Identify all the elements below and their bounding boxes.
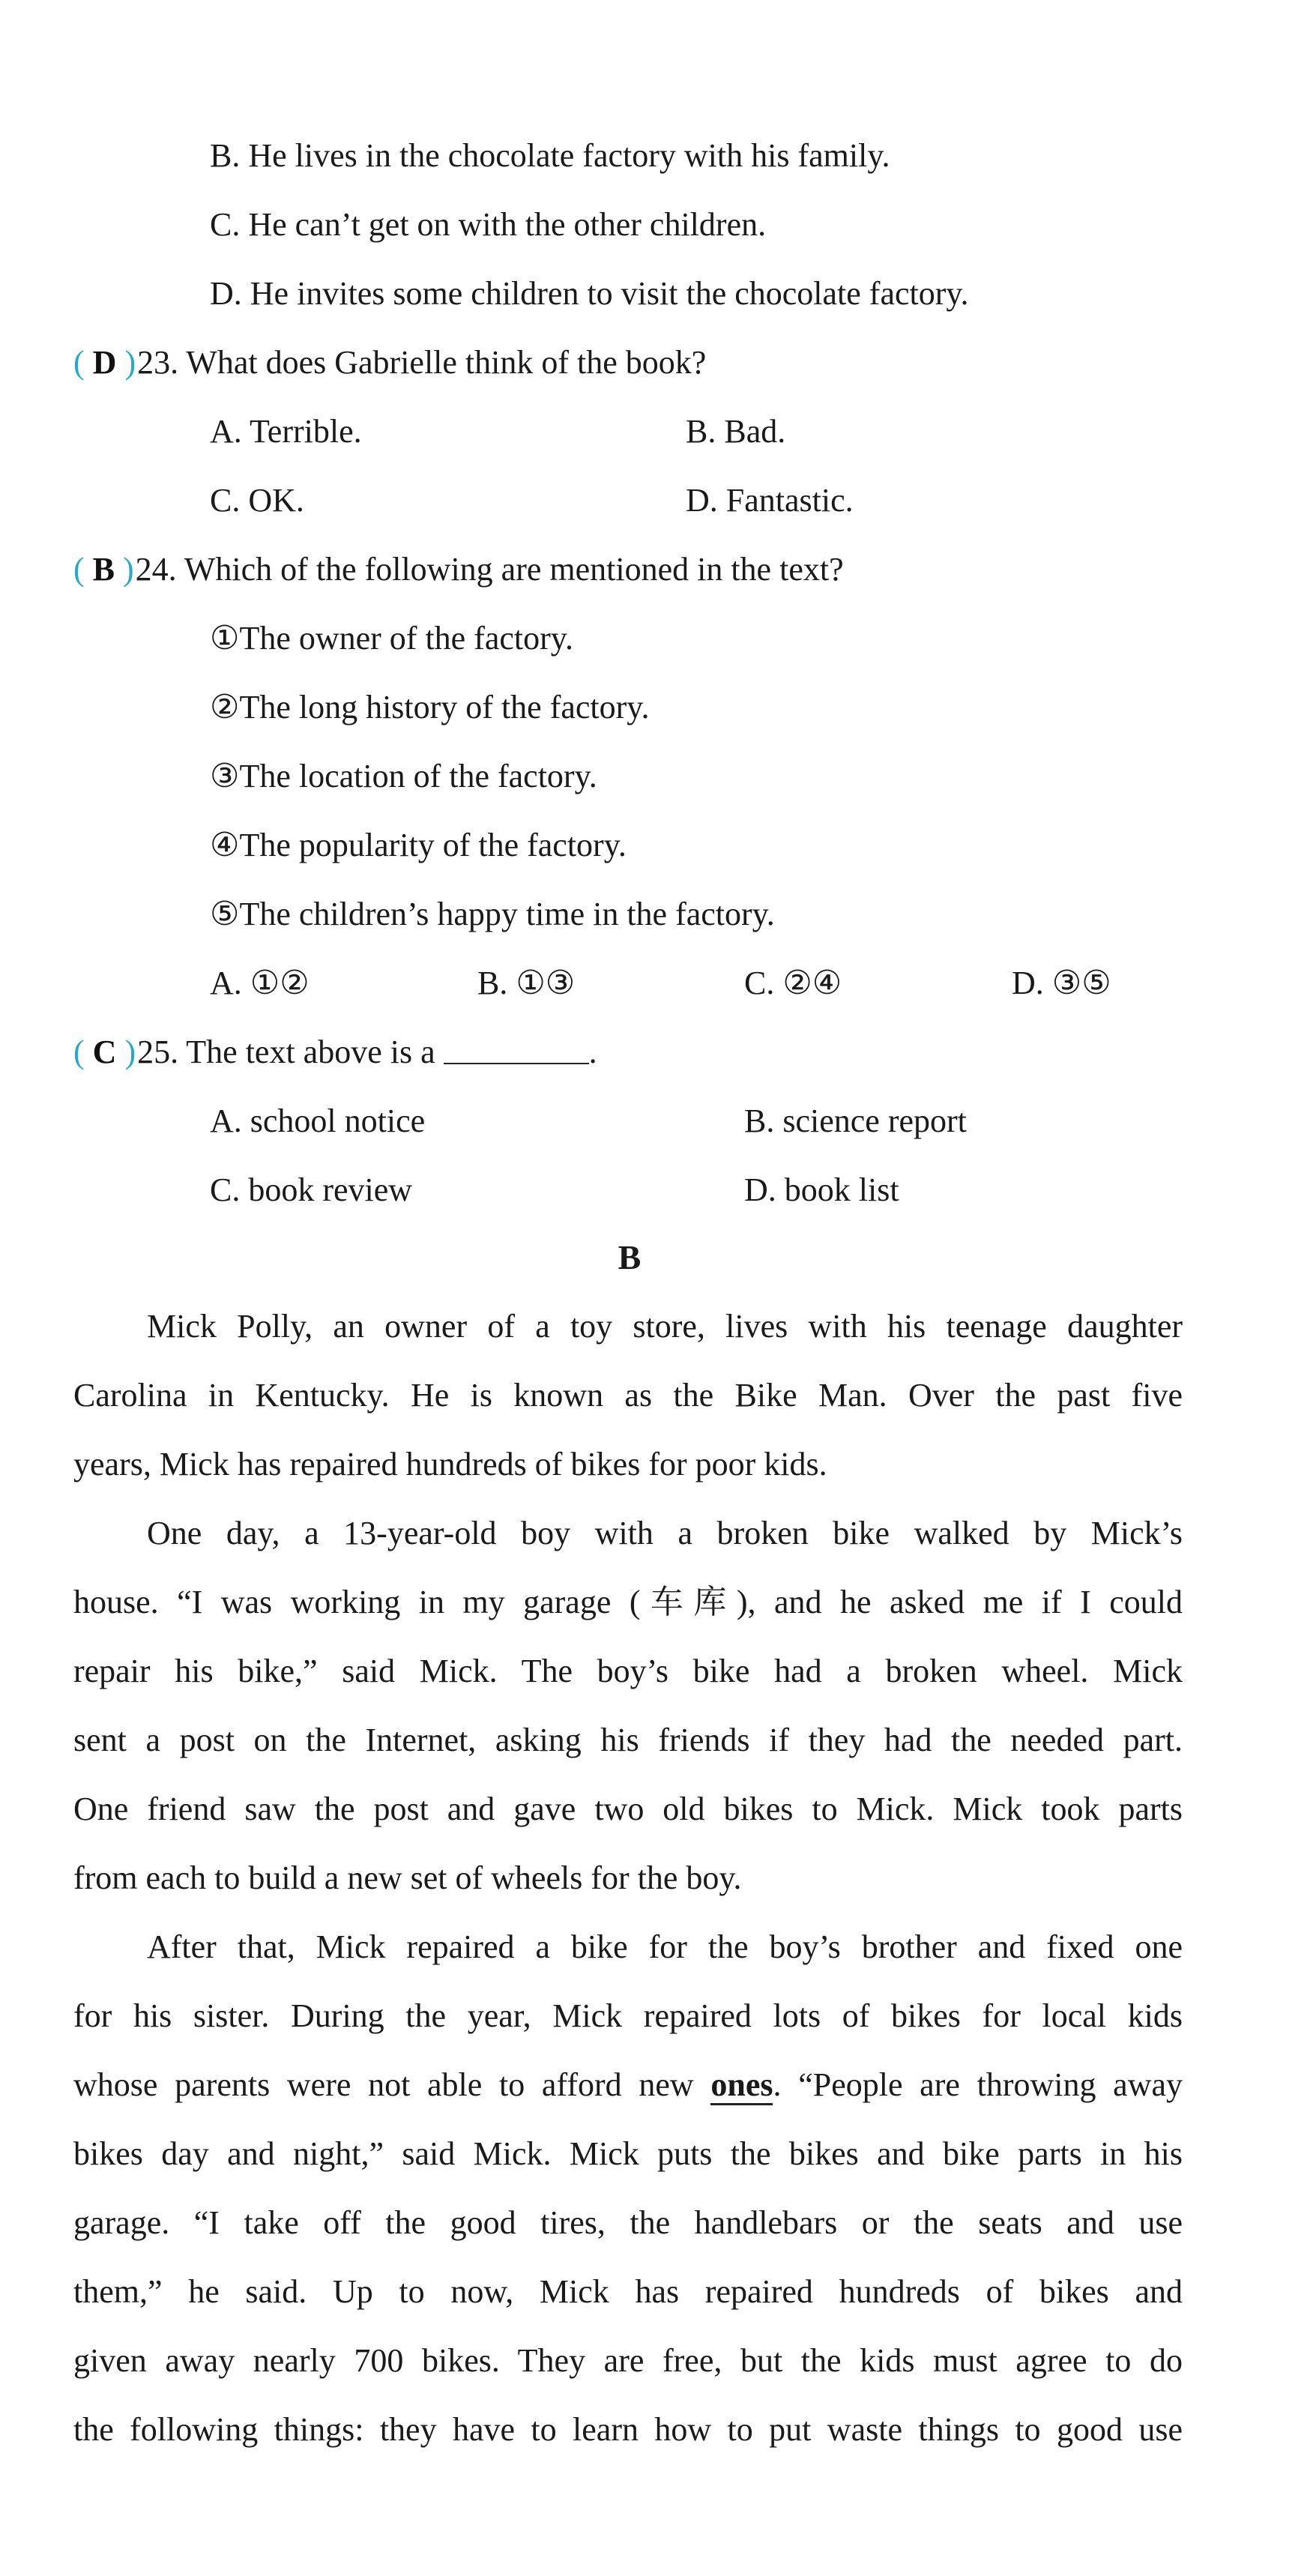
q23-option-a: A. Terrible. — [210, 413, 362, 450]
passage-line: years, Mick has repaired hundreds of bikes for poor kids. — [73, 1446, 827, 1482]
q24-stem — [73, 547, 844, 592]
passage-line: given away nearly 700 bikes. They are free, but the kids must agree to do — [73, 2342, 1183, 2379]
q24-option-c: C. ②④ — [744, 965, 842, 1001]
answer-paren-close: ) — [123, 551, 134, 588]
q24-option-d: D. ③⑤ — [1012, 965, 1111, 1001]
q23-stem — [73, 340, 706, 385]
section-heading: B — [618, 1238, 642, 1276]
q22-option-d: D. He invites some children to visit the chocolate factory. — [210, 275, 969, 312]
passage-line: house. “I was working in my garage (车库), and he asked me if I could — [73, 1584, 1183, 1620]
passage-line: One day, a 13-year-old boy with a broken bike walked by Mick’s — [147, 1515, 1183, 1551]
passage-line: One friend saw the post and gave two old bikes to Mick. Mick took parts — [73, 1791, 1183, 1827]
passage-line: them,” he said. Up to now, Mick has repaired hundreds of bikes and — [73, 2273, 1183, 2310]
q25-answer: C — [92, 1034, 117, 1070]
passage-line: bikes day and night,” said Mick. Mick puts the bikes and bike parts in his — [73, 2135, 1183, 2172]
q24-item: ⑤The children’s happy time in the factory. — [210, 896, 775, 932]
q25-option-b: B. science report — [744, 1103, 967, 1139]
passage-line: garage. “I take off the good tires, the handlebars or the seats and use — [73, 2204, 1183, 2241]
q24-answer: B — [92, 551, 115, 588]
q22-option-c: C. He can’t get on with the other children. — [210, 206, 767, 243]
q23-answer: D — [92, 344, 117, 381]
passage-text: . “People are throwing away — [773, 2066, 1183, 2103]
q25-end: . — [588, 1034, 597, 1070]
answer-paren-open: ( — [73, 344, 85, 381]
passage-line: the following things: they have to learn how to put waste things to good use — [73, 2411, 1183, 2448]
answer-paren-open: ( — [73, 1034, 85, 1070]
passage-line: repair his bike,” said Mick. The boy’s bike had a broken wheel. Mick — [73, 1653, 1183, 1689]
q24-item: ③The location of the factory. — [210, 758, 597, 794]
q24-item: ④The popularity of the factory. — [210, 827, 627, 863]
passage-line: After that, Mick repaired a bike for the boy’s brother and fixed one — [147, 1928, 1183, 1965]
answer-paren-close: ) — [124, 1034, 136, 1070]
underlined-word-ones: ones — [710, 2066, 773, 2105]
answer-paren-close: ) — [124, 344, 136, 381]
q23-option-b: B. Bad. — [686, 413, 786, 450]
q25-option-c: C. book review — [210, 1171, 413, 1208]
passage-line: for his sister. During the year, Mick repaired lots of bikes for local kids — [73, 1997, 1183, 2034]
answer-blank — [444, 1037, 589, 1064]
passage-line: from each to build a new set of wheels for the boy. — [73, 1859, 742, 1896]
q24-option-a: A. ①② — [210, 965, 310, 1001]
q23-option-c: C. OK. — [210, 482, 304, 519]
q23-text: 23. What does Gabrielle think of the book? — [137, 344, 707, 381]
passage-line — [73, 2063, 1183, 2108]
q24-option-b: B. ①③ — [477, 965, 576, 1001]
passage-line: sent a post on the Internet, asking his friends if they had the needed part. — [73, 1722, 1183, 1758]
passage-line: Mick Polly, an owner of a toy store, lives with his teenage daughter — [147, 1308, 1183, 1345]
q24-item: ①The owner of the factory. — [210, 620, 573, 657]
q25-stem — [73, 1030, 597, 1075]
q25-text: 25. The text above is a — [137, 1034, 435, 1070]
answer-paren-open: ( — [73, 551, 85, 588]
q25-option-a: A. school notice — [210, 1103, 426, 1139]
passage-text: whose parents were not able to afford new — [73, 2066, 694, 2103]
passage-line: Carolina in Kentucky. He is known as the Bike Man. Over the past five — [73, 1377, 1183, 1414]
q25-option-d: D. book list — [744, 1171, 899, 1208]
q22-option-b: B. He lives in the chocolate factory with his family. — [210, 137, 890, 174]
q23-option-d: D. Fantastic. — [686, 482, 854, 519]
q24-text: 24. Which of the following are mentioned in the text? — [135, 551, 844, 588]
q24-item: ②The long history of the factory. — [210, 689, 650, 726]
